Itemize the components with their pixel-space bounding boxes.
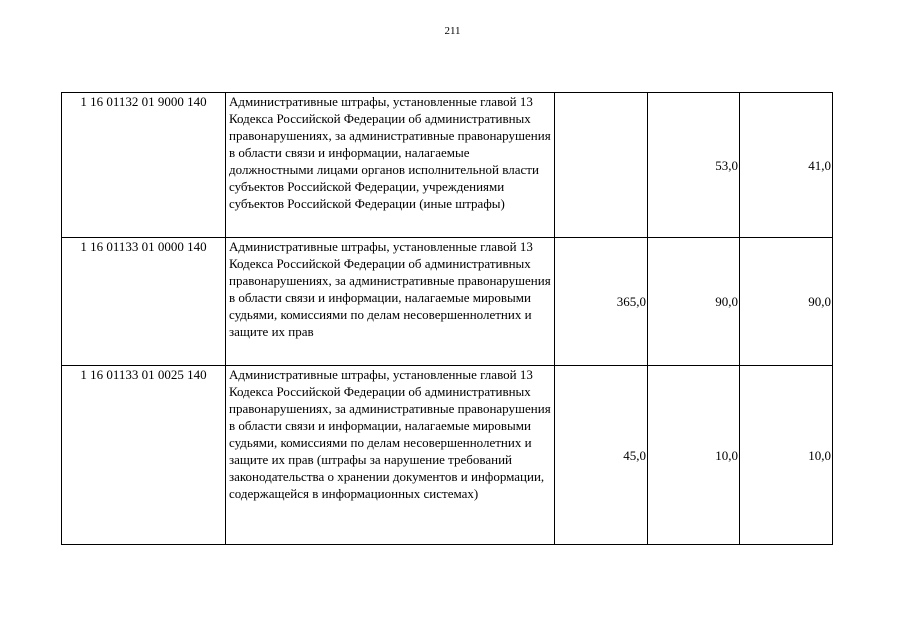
- value-cell-3: 10,0: [740, 366, 833, 545]
- budget-code-cell: 1 16 01132 01 9000 140: [62, 93, 226, 238]
- budget-table: [61, 92, 833, 545]
- page-number: 211: [444, 25, 461, 37]
- value-cell-1: 45,0: [555, 366, 648, 545]
- value-cell-3: 41,0: [740, 93, 833, 238]
- value-cell-2: 90,0: [648, 238, 740, 366]
- table-row: [62, 93, 833, 238]
- value-cell-2: 10,0: [648, 366, 740, 545]
- description-cell: Административные штрафы, установленные главой 13 Кодекса Российской Федерации об административных правонарушениях, за административные правонарушения в области связи и информации, налагаемые должностными лицами органов исполнительной власти субъектов Российской Федерации, учреждениями субъектов Российской Федерации (иные штрафы): [226, 93, 555, 238]
- value-cell-1: [555, 93, 648, 238]
- description-cell: Административные штрафы, установленные главой 13 Кодекса Российской Федерации об административных правонарушениях, за административные правонарушения в области связи и информации, налагаемые мировыми судьями, комиссиями по делам несовершеннолетних и защите их прав: [226, 238, 555, 366]
- budget-code-cell: 1 16 01133 01 0025 140: [62, 366, 226, 545]
- value-cell-2: 53,0: [648, 93, 740, 238]
- budget-code-cell: 1 16 01133 01 0000 140: [62, 238, 226, 366]
- description-cell: Административные штрафы, установленные главой 13 Кодекса Российской Федерации об административных правонарушениях, за административные правонарушения в области связи и информации, налагаемые мировыми судьями, комиссиями по делам несовершеннолетних и защите их прав (штрафы за нарушение требований законодательства о хранении документов и информации, содержащейся в информационных системах): [226, 366, 555, 545]
- table-row: [62, 366, 833, 545]
- value-cell-1: 365,0: [555, 238, 648, 366]
- value-cell-3: 90,0: [740, 238, 833, 366]
- table-row: [62, 238, 833, 366]
